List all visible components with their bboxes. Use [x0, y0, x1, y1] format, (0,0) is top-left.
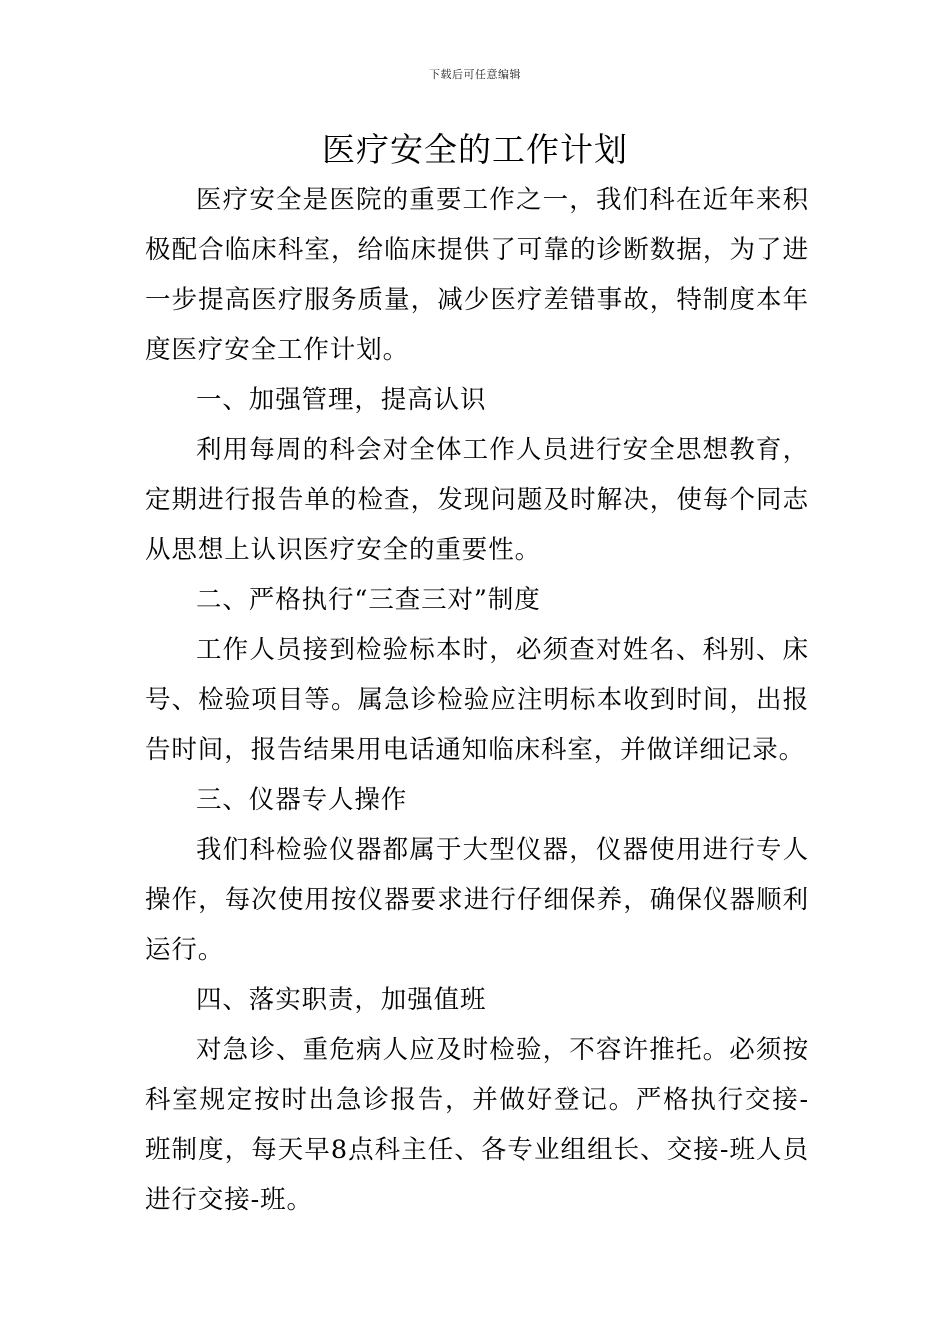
paragraph-intro: 医疗安全是医院的重要工作之一，我们科在近年来积极配合临床科室，给临床提供了可靠的诊断数据，为了进一步提高医疗服务质量，减少医疗差错事故，特制度本年度医疗安全工作计划。	[145, 185, 809, 365]
document-body	[145, 175, 809, 1225]
section-heading-1: 一、加强管理，提高认识	[196, 385, 487, 415]
section-heading-4: 四、落实职责，加强值班	[196, 985, 487, 1015]
document-title: 医疗安全的工作计划	[322, 130, 628, 169]
section-heading-3: 三、仪器专人操作	[196, 785, 408, 815]
section-heading-2: 二、严格执行“三查三对”制度	[196, 585, 541, 615]
paragraph-section-2: 工作人员接到检验标本时，必须查对姓名、科别、床号、检验项目等。属急诊检验应注明标本收到时间，出报告时间，报告结果用电话通知临床科室，并做详细记录。	[145, 635, 809, 765]
paragraph-section-3: 我们科检验仪器都属于大型仪器，仪器使用进行专人操作，每次使用按仪器要求进行仔细保养，确保仪器顺利运行。	[145, 835, 809, 965]
paragraph-section-1: 利用每周的科会对全体工作人员进行安全思想教育，定期进行报告单的检查，发现问题及时解决，使每个同志从思想上认识医疗安全的重要性。	[145, 435, 809, 565]
paragraph-section-4: 对急诊、重危病人应及时检验，不容许推托。必须按科室规定按时出急诊报告，并做好登记。严格执行交接-班制度，每天早8点科主任、各专业组组长、交接-班人员进行交接-班。	[145, 1035, 809, 1215]
header-note: 下载后可任意编辑	[429, 68, 521, 81]
